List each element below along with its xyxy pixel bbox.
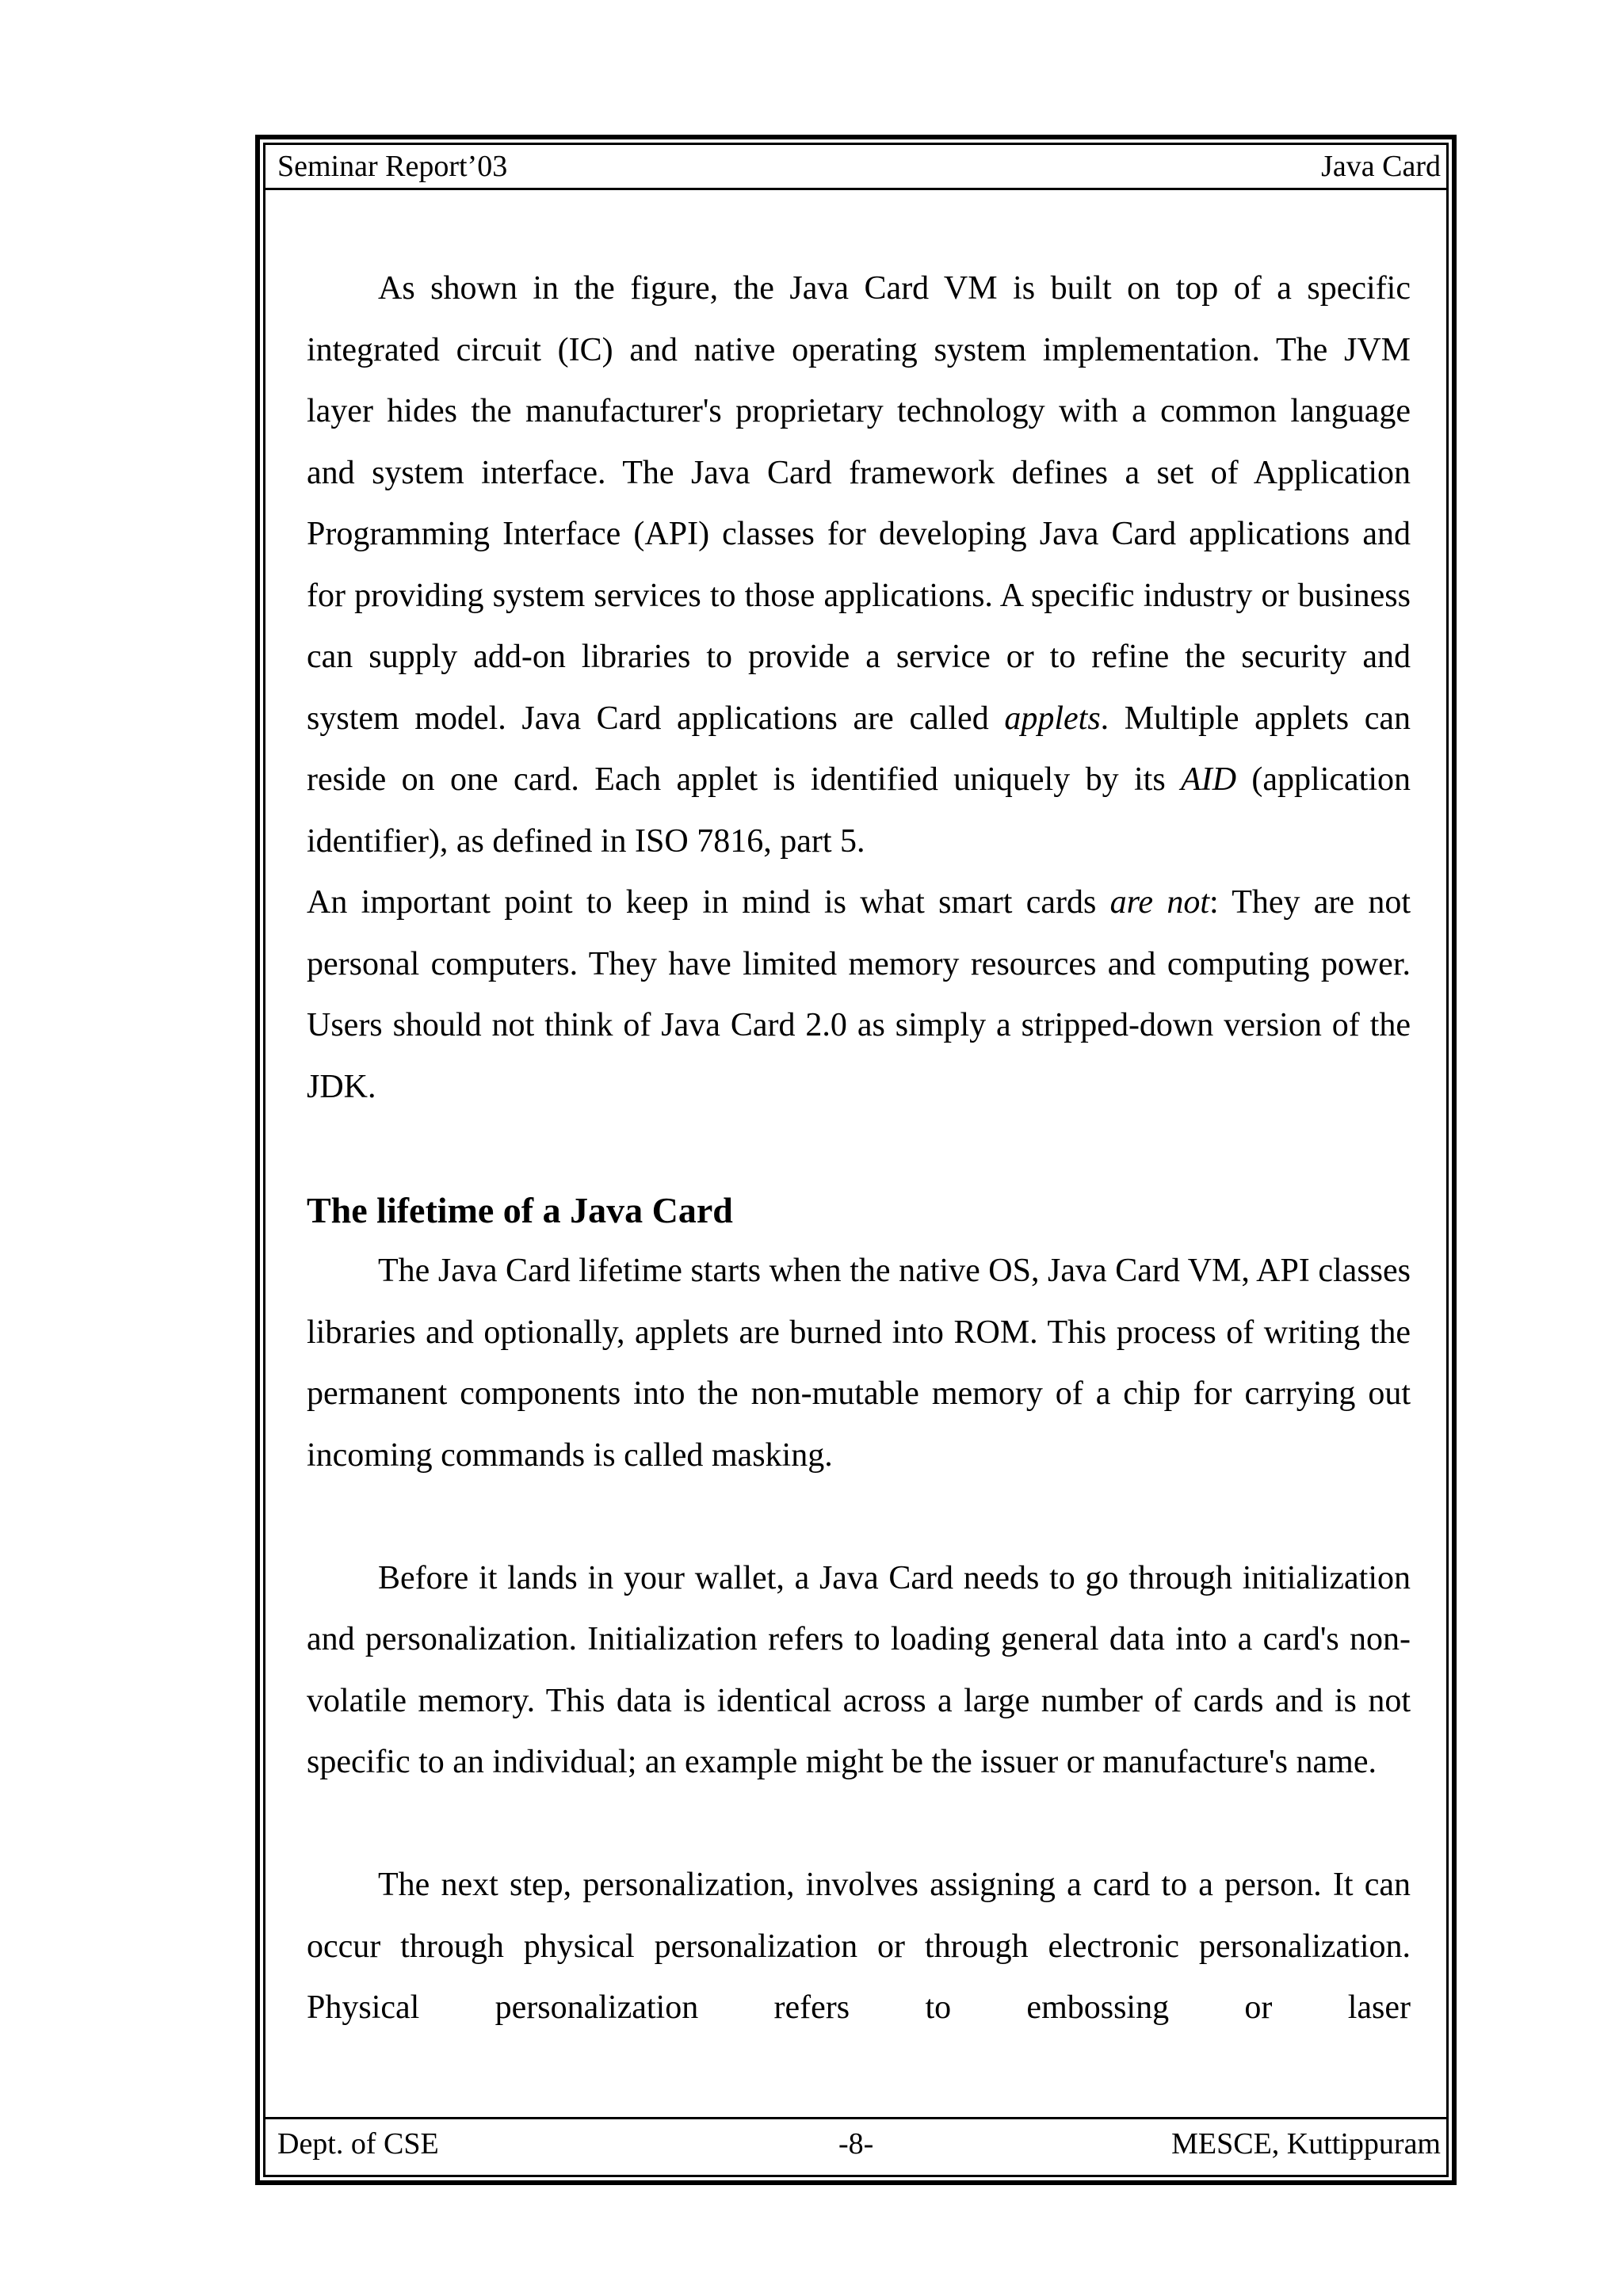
text-span: An important point to keep in mind is what smart cards — [307, 884, 1110, 921]
text-span: : They are not personal computers. They have limited memory resources and computing power. Users should not think of Java Card 2.0 as simply a stripped-down version of the JDK. — [307, 884, 1411, 1105]
paragraph-jvm-overview — [307, 258, 1411, 872]
text-span: (application identifier), as defined in ISO 7816, part 5. — [307, 761, 1411, 860]
spacer — [307, 1486, 1411, 1548]
term-aid: AID — [1181, 761, 1237, 798]
term-are-not: are not — [1109, 884, 1209, 921]
footer-institution: MESCE, Kuttippuram — [1171, 2127, 1441, 2161]
spacer — [307, 1794, 1411, 1855]
paragraph-masking: The Java Card lifetime starts when the native OS, Java Card VM, API classes libraries and optionally, applets are burned into ROM. This process of writing the permanent components into the non-mutable memory of a chip for carrying out incoming commands is called masking. — [307, 1253, 1411, 1474]
header-report-title: Seminar Report’03 — [277, 150, 508, 183]
page-content — [307, 258, 1411, 2039]
paragraph-initialization: Before it lands in your wallet, a Java Card needs to go through initialization and personalization. Initialization refers to loading general data into a card's non-volatile memory. This data is identical across a large number of cards and is not specific to an individual; an example might be the issuer or manufacture's name. — [307, 1559, 1411, 1780]
header-topic: Java Card — [1321, 150, 1441, 183]
text-span: . Multiple applets can reside on one card. Each applet is identified uniquely by its — [307, 700, 1411, 798]
term-applets: applets — [1004, 700, 1101, 737]
paragraph-smart-cards-limits — [307, 872, 1411, 1118]
section-heading: The lifetime of a Java Card — [307, 1189, 733, 1230]
header-rule — [263, 188, 1449, 190]
footer-rule — [263, 2117, 1449, 2119]
text-span: As shown in the figure, the Java Card VM is built on top of a specific integrated circuit (IC) and native operating system implementation. The JVM layer hides the manufacturer's proprietary technology with a common language and system interface. The Java Card framework defines a set of Application Programming Interface (API) classes for developing Java Card applications and for providing system services to those applications. A specific industry or business can supply add-on libraries to provide a service or to refine the security and system model. Java Card applications are called — [307, 270, 1411, 737]
page-number: -8- — [838, 2127, 874, 2161]
paragraph-personalization: The next step, personalization, involves assigning a card to a person. It can occur through physical personalization or through electronic personalization. Physical personalization refers to embossing or laser — [307, 1867, 1411, 2026]
spacer — [307, 1118, 1411, 1180]
footer-department: Dept. of CSE — [277, 2127, 439, 2161]
